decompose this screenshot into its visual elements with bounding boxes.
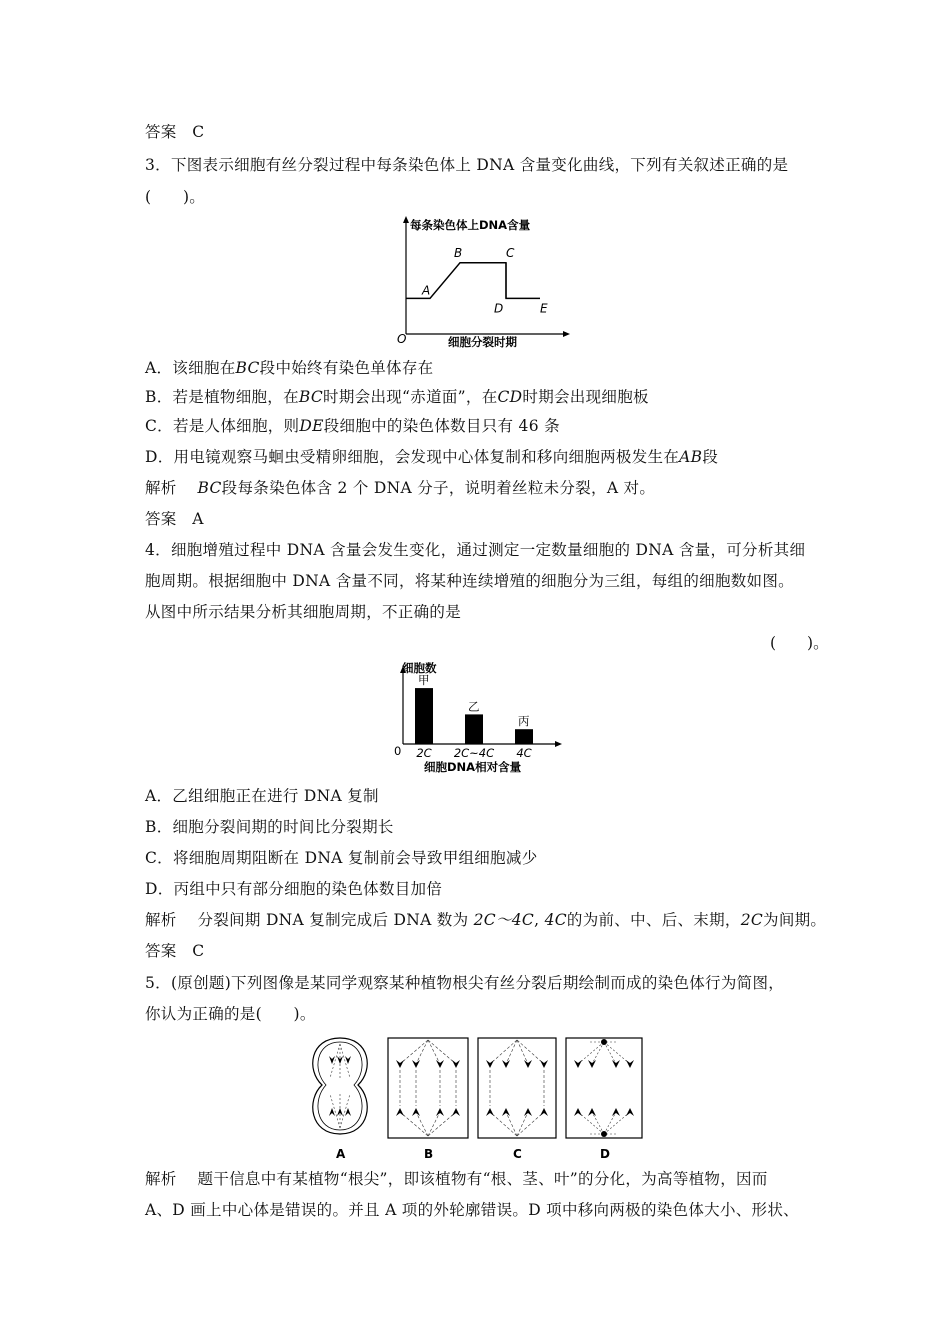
- bars: [415, 673, 533, 760]
- q4-stem-line3: 从图中所示结果分析其细胞周期，不正确的是: [145, 603, 462, 621]
- diagram-label-d: D: [600, 1147, 610, 1161]
- q3-option-d: D．用电镜观察马蛔虫受精卵细胞，会发现中心体复制和移向细胞两极发生在AB段: [145, 448, 719, 466]
- diagram-b: [388, 1038, 468, 1138]
- origin-label: 0: [394, 744, 402, 758]
- q3-option-c: C．若是人体细胞，则DE段细胞中的染色体数目只有 46 条: [145, 417, 560, 435]
- q5-analysis-line2: A、D 画上中心体是错误的。并且 A 项的外轮廓错误。D 项中移向两极的染色体大小、形状、: [145, 1201, 799, 1219]
- bar-2C~4C: [465, 714, 483, 744]
- chart-axes: [403, 216, 570, 337]
- diagram-label-b: B: [424, 1147, 434, 1161]
- q4-answer: 答案 C: [145, 942, 205, 960]
- q4-option-c: C．将细胞周期阻断在 DNA 复制前会导致甲组细胞减少: [145, 849, 538, 867]
- bar-2C: [415, 688, 433, 744]
- centrosome-icon: [601, 1131, 607, 1137]
- diagram-c: [478, 1038, 556, 1138]
- q5-analysis-line1: 解析 题干信息中有某植物“根尖”，即该植物有“根、茎、叶”的分化，为高等植物，因而: [145, 1170, 768, 1188]
- q4-option-d: D．丙组中只有部分细胞的染色体数目加倍: [145, 880, 443, 898]
- x-axis-label: 细胞DNA相对含量: [424, 760, 522, 774]
- x-axis-label: 细胞分裂时期: [448, 335, 517, 349]
- diagram-a: [313, 1038, 367, 1134]
- diagram-d: [566, 1038, 642, 1138]
- origin-label: O: [397, 332, 407, 346]
- category-label: 2C~4C: [453, 746, 495, 760]
- q4-stem-line2: 胞周期。根据细胞中 DNA 含量不同，将某种连续增殖的细胞分为三组，每组的细胞数如图。: [145, 572, 794, 590]
- point-label-e: E: [540, 301, 548, 316]
- category-label: 4C: [516, 746, 532, 760]
- y-axis-label: 每条染色体上DNA含量: [410, 218, 531, 232]
- diagram-label-a: A: [336, 1147, 346, 1161]
- bar-4C: [515, 729, 533, 744]
- y-axis-label: 细胞数: [402, 661, 437, 675]
- q5-stem-line2: 你认为正确的是( )。: [145, 1005, 316, 1023]
- point-label-a: A: [422, 283, 431, 298]
- q5-stem-line1: 5．(原创题)下列图像是某同学观察某种植物根尖有丝分裂后期绘制而成的染色体行为简图，: [145, 974, 785, 992]
- answer-value: C: [192, 123, 205, 141]
- q4-blank: ( )。: [770, 634, 829, 652]
- q3-analysis: 解析 BC段每条染色体含 2 个 DNA 分子，说明着丝粒未分裂，A 对。: [145, 479, 656, 497]
- dna-line-chart: [390, 212, 570, 352]
- q3-answer: 答案 A: [145, 510, 204, 528]
- point-label-b: B: [454, 245, 463, 260]
- q4-analysis: 解析 分裂间期 DNA 复制完成后 DNA 数为 2C～4C, 4C的为前、中、后、末期，2C为间期。: [145, 911, 827, 929]
- answer-label: 答案: [145, 123, 177, 141]
- category-label: 2C: [416, 746, 432, 760]
- mitosis-diagrams: [300, 1030, 650, 1170]
- q4-stem-line1: 4．细胞增殖过程中 DNA 含量会发生变化，通过测定一定数量细胞的 DNA 含量，可分析其细: [145, 541, 806, 559]
- cell-count-bar-chart: [388, 660, 568, 778]
- diagram-label-c: C: [513, 1147, 522, 1161]
- q3-option-a: A．该细胞在BC段中始终有染色单体存在: [145, 359, 434, 377]
- point-label-c: C: [506, 245, 515, 260]
- centrosome-icon: [601, 1039, 607, 1045]
- series-label: 乙: [468, 699, 480, 714]
- series-label: 甲: [418, 673, 430, 688]
- q4-option-b: B．细胞分裂间期的时间比分裂期长: [145, 818, 394, 836]
- point-label-d: D: [494, 301, 504, 316]
- q2-answer: [145, 121, 204, 143]
- q3-blank: ( )。: [145, 188, 206, 206]
- q3-option-b: B．若是植物细胞，在BC时期会出现“赤道面”，在CD时期会出现细胞板: [145, 388, 649, 406]
- series-label: 丙: [518, 714, 530, 729]
- q4-option-a: A．乙组细胞正在进行 DNA 复制: [145, 787, 379, 805]
- point-labels: [421, 246, 548, 316]
- q3-stem: 3．下图表示细胞有丝分裂过程中每条染色体上 DNA 含量变化曲线，下列有关叙述正确的是: [145, 156, 789, 174]
